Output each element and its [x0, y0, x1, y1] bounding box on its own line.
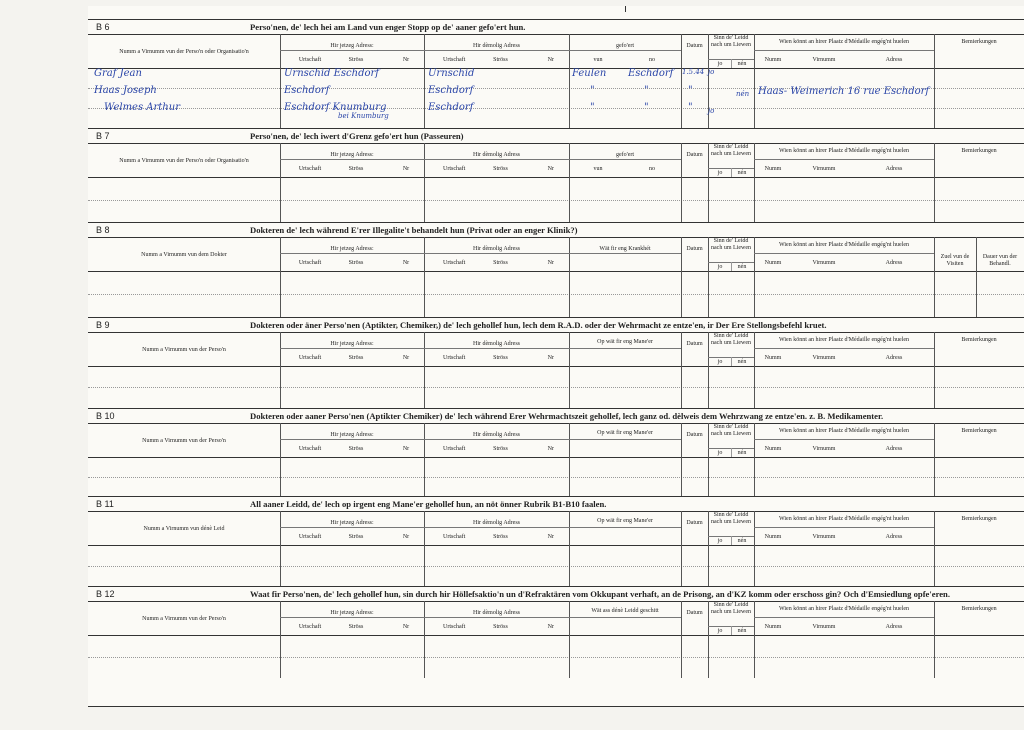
subheader-line [754, 439, 934, 440]
column-divider [681, 511, 682, 545]
section-title: Dokteren de' lech während E'rer Illegalite't behandelt hun (Privat oder an enger Klinik?) [250, 225, 578, 235]
sub-street-label: Ströss [348, 446, 364, 452]
sub-place-label: Urtschaft [443, 166, 466, 172]
sub-street-label: Ströss [348, 166, 364, 172]
column-divider [681, 237, 682, 271]
sub-no-label: nén [737, 359, 747, 365]
date-label: Datum [686, 341, 703, 347]
column-divider [708, 457, 709, 496]
sub-nr-label: Nr [547, 57, 554, 63]
subheader-line [280, 159, 681, 160]
sub-no-label: nén [737, 450, 747, 456]
handwritten-entry: Eschdorf [428, 85, 474, 96]
column-divider [934, 366, 935, 408]
subheader-line [280, 439, 681, 440]
sub-name-label: Numm [764, 534, 782, 540]
subheader-line [754, 50, 934, 51]
column-divider [424, 177, 425, 222]
sub-street-label: Ströss [493, 446, 508, 452]
date-label: Datum [686, 432, 703, 438]
entry-row-line [88, 387, 1024, 388]
header-top-line [88, 34, 1024, 35]
sub-no-label: nén [737, 628, 747, 634]
header-top-line [88, 423, 1024, 424]
witness-label: Wien könnt an hirer Plaatz d'Médaille engég'nt huelen [778, 39, 910, 45]
sub-first-label: Virnumm [812, 166, 836, 172]
sub-addr-label: Adress [885, 57, 903, 63]
remarks-label: Bemierkungen [961, 428, 997, 434]
sub-nr-label: Nr [547, 355, 554, 361]
sub-yes-label: jo [717, 450, 723, 456]
column-divider [681, 332, 682, 366]
sub-no-label: nén [737, 61, 747, 67]
witness-label: Wien könnt an hirer Plaatz d'Médaille engég'nt huelen [778, 516, 910, 522]
column-divider [569, 635, 570, 678]
column-divider [280, 511, 281, 545]
column-divider [569, 545, 570, 586]
date-label: Datum [686, 246, 703, 252]
column-divider [934, 177, 935, 222]
header-bottom-line [88, 635, 1024, 636]
extra-column-label: Op wät fir eng Mane'er [597, 518, 653, 524]
header-bottom-line [88, 271, 1024, 272]
page-bottom-border [88, 706, 1024, 707]
column-divider [424, 635, 425, 678]
sub-nr-label: Nr [547, 260, 554, 266]
former-address-label: Hir dèmolig Adress [473, 152, 520, 158]
header-bottom-line [88, 68, 1024, 69]
section-id: B 10 [96, 411, 115, 421]
column-divider [280, 601, 281, 635]
column-divider [681, 545, 682, 586]
alive-label: Sinn de' Leidd nach um Liewen [711, 333, 751, 346]
sub-nr-label: Nr [402, 624, 410, 630]
name-column-label: Numm a Virnumm vun der Perso'n [142, 616, 226, 622]
sub-street-label: Ströss [493, 260, 508, 266]
sub-yes-label: jo [717, 61, 723, 67]
sub-addr-label: Adress [885, 624, 903, 630]
sub-nr-label: Nr [547, 534, 554, 540]
name-column-label: Numm a Virnumm vun dénè Leid [143, 526, 225, 532]
sub-first-label: Virnumm [812, 355, 836, 361]
column-divider [280, 366, 281, 408]
sub-place-label: Urtschaft [443, 260, 466, 266]
alive-label: Sinn de' Leidd nach um Liewen [711, 512, 751, 525]
witness-label: Wien könnt an hirer Plaatz d'Médaille engég'nt huelen [778, 242, 910, 248]
handwritten-entry: Urnschid Eschdorf [284, 68, 379, 79]
entry-row-line [88, 657, 1024, 658]
column-divider [708, 545, 709, 586]
sub-nr-label: Nr [402, 166, 410, 172]
visits-label: Zuel vun de Visiten [940, 254, 970, 267]
sub-nr-label: Nr [402, 355, 410, 361]
sub-place-label: Urtschaft [298, 260, 322, 266]
witness-label: Wien könnt an hirer Plaatz d'Médaille engég'nt huelen [778, 148, 910, 154]
header-bottom-line [88, 366, 1024, 367]
subheader-line [280, 527, 681, 528]
handwritten-entry: Eschdorf Knumburg [284, 102, 387, 113]
witness-label: Wien könnt an hirer Plaatz d'Médaille engég'nt huelen [778, 606, 910, 612]
header-top-line [88, 143, 1024, 144]
name-column-label: Numm a Virnumm vun der Perso'n [142, 347, 226, 353]
sub-no-label: nén [737, 264, 747, 270]
name-column-label: Numm a Virnumm vun der Perso'n oder Organisatio'n [119, 49, 249, 55]
handwritten-entry: nén [736, 90, 750, 98]
section-border [88, 586, 1024, 587]
handwritten-entry: " [590, 85, 595, 96]
section-border [88, 19, 1024, 20]
section-border [88, 222, 1024, 223]
column-divider [280, 332, 281, 366]
subheader-line [754, 253, 934, 254]
sub-place-label: Urtschaft [443, 534, 466, 540]
handwritten-entry: " [688, 102, 693, 113]
subheader-line [280, 348, 681, 349]
section-border [88, 496, 1024, 497]
extra-column-label: gefo'ert [615, 43, 635, 49]
column-divider [280, 635, 281, 678]
column-divider [681, 366, 682, 408]
sub-place-label: Urtschaft [443, 355, 466, 361]
sub-to-label: no [649, 166, 655, 172]
section-border [88, 317, 1024, 318]
name-column-label: Numm a Virnumm vun der Perso'n [142, 438, 226, 444]
sub-name-label: Numm [764, 57, 782, 63]
date-label: Datum [686, 43, 703, 49]
handwritten-entry: Eschdorf [428, 102, 474, 113]
header-top-line [88, 332, 1024, 333]
remarks-label: Bemierkungen [961, 516, 997, 522]
date-label: Datum [686, 610, 703, 616]
column-divider [754, 68, 755, 128]
sub-first-label: Virnumm [812, 624, 836, 630]
column-divider [754, 635, 755, 678]
subheader-line [754, 159, 934, 160]
sub-street-label: Ströss [348, 355, 364, 361]
column-divider [569, 68, 570, 128]
section-border [88, 408, 1024, 409]
fold-mark [625, 6, 626, 12]
column-divider [280, 237, 281, 271]
column-divider [280, 177, 281, 222]
sub-addr-label: Adress [885, 446, 903, 452]
witness-label: Wien könnt an hirer Plaatz d'Médaille engég'nt huelen [778, 337, 910, 343]
sub-first-label: Virnumm [812, 534, 836, 540]
remarks-label: Bemierkungen [961, 337, 997, 343]
handwritten-entry: Eschdorf [284, 85, 330, 96]
current-address-label: Hir jetzeg Adress: [330, 520, 374, 526]
column-divider [569, 271, 570, 317]
sub-nr-label: Nr [547, 446, 554, 452]
subheader-line [280, 253, 681, 254]
column-divider [569, 457, 570, 496]
column-divider [934, 271, 935, 317]
column-divider [681, 177, 682, 222]
sub-street-label: Ströss [348, 260, 364, 266]
handwritten-entry: bei Knumburg [338, 112, 389, 120]
column-divider [934, 457, 935, 496]
date-label: Datum [686, 152, 703, 158]
entry-row-line [88, 200, 1024, 201]
sub-name-label: Numm [764, 355, 782, 361]
sub-name-label: Numm [764, 166, 782, 172]
subheader-line [280, 50, 681, 51]
sub-nr-label: Nr [402, 534, 410, 540]
section-id: B 6 [96, 22, 110, 32]
duration-label: Dauer vun der Behandl. [982, 254, 1018, 267]
entry-row-line [88, 108, 1024, 109]
sub-street-label: Ströss [348, 624, 364, 630]
alive-label: Sinn de' Leidd nach um Liewen [711, 35, 751, 48]
sub-place-label: Urtschaft [298, 166, 322, 172]
sub-nr-label: Nr [402, 57, 410, 63]
name-column-label: Numm a Virnumm vun der Perso'n oder Organisatio'n [119, 158, 249, 164]
column-divider [280, 423, 281, 457]
current-address-label: Hir jetzeg Adress: [330, 152, 374, 158]
alive-label: Sinn de' Leidd nach um Liewen [711, 238, 751, 251]
remarks-label: Bemierkungen [961, 39, 997, 45]
column-divider [681, 423, 682, 457]
sub-yes-label: jo [717, 264, 723, 270]
date-label: Datum [686, 520, 703, 526]
former-address-label: Hir dèmolig Adress [473, 246, 520, 252]
subheader-line [754, 617, 934, 618]
sub-street-label: Ströss [348, 57, 364, 63]
column-divider [708, 177, 709, 222]
column-divider [280, 143, 281, 177]
column-divider [681, 271, 682, 317]
name-column-label: Numm a Virnumm vun dem Dokter [141, 252, 227, 258]
sub-from-label: vun [593, 57, 603, 63]
former-address-label: Hir dèmolig Adress [473, 610, 520, 616]
section-title: Perso'nen, de' lech hei am Land vun enger Stopp op de' aaner gefo'ert hun. [250, 22, 526, 32]
witness-label: Wien könnt an hirer Plaatz d'Médaille engég'nt huelen [778, 428, 910, 434]
alive-label: Sinn de' Leidd nach um Liewen [711, 424, 751, 437]
sub-nr-label: Nr [402, 446, 410, 452]
sub-from-label: vun [593, 166, 603, 172]
sub-place-label: Urtschaft [443, 624, 466, 630]
current-address-label: Hir jetzeg Adress: [330, 341, 374, 347]
column-divider [708, 366, 709, 408]
sub-addr-label: Adress [885, 534, 903, 540]
sub-place-label: Urtschaft [298, 355, 322, 361]
sub-place-label: Urtschaft [443, 57, 466, 63]
alive-label: Sinn de' Leidd nach um Liewen [711, 602, 751, 615]
sub-yes-label: jo [717, 538, 723, 544]
column-divider [754, 457, 755, 496]
header-bottom-line [88, 457, 1024, 458]
sub-place-label: Urtschaft [298, 446, 322, 452]
sub-first-label: Virnumm [812, 260, 836, 266]
section-id: B 7 [96, 131, 110, 141]
sub-no-label: nén [737, 170, 747, 176]
column-divider [569, 177, 570, 222]
handwritten-entry: Haas Joseph [94, 85, 157, 96]
handwritten-entry: Graf Jean [94, 68, 142, 79]
section-id: B 11 [96, 499, 114, 509]
extra-column-label: Op wät fir eng Mane'er [597, 430, 653, 436]
sub-nr-label: Nr [547, 624, 554, 630]
former-address-label: Hir dèmolig Adress [473, 520, 520, 526]
sub-addr-label: Adress [885, 166, 903, 172]
section-title: Dokteren oder äner Perso'nen (Aptikter, Chemiker,) de' lech gehollef hun, lech dem R.A.D. oder der Wehrmacht ze entze'en, ir Der Ere Stellongsbefehl kruet. [250, 320, 827, 330]
entry-row-line [88, 294, 1024, 295]
section-title: Waat fir Perso'nen, de' lech gehollef hun, sin durch hir Höllefsaktio'n un d'Refraktären vom Okkupant verhaft, an de Prisong, an d'KZ komm oder erschoss gin? Och d'Emsiedlung opfe'eren. [250, 589, 950, 599]
handwritten-entry: " [688, 85, 693, 96]
column-divider [681, 143, 682, 177]
former-address-label: Hir dèmolig Adress [473, 432, 520, 438]
column-divider [681, 601, 682, 635]
column-divider [569, 366, 570, 408]
remarks-label: Bemierkungen [961, 606, 997, 612]
handwritten-entry: " [644, 102, 649, 113]
extra-column-label: Op wät fir eng Mane'er [597, 339, 653, 345]
sub-street-label: Ströss [493, 534, 508, 540]
sub-place-label: Urtschaft [298, 534, 322, 540]
section-border [88, 128, 1024, 129]
handwritten-entry: Urnschid [428, 68, 475, 79]
current-address-label: Hir jetzeg Adress: [330, 610, 374, 616]
sub-addr-label: Adress [885, 260, 903, 266]
column-divider [934, 635, 935, 678]
sub-place-label: Urtschaft [298, 57, 322, 63]
column-divider [976, 271, 977, 317]
column-divider [681, 34, 682, 68]
sub-place-label: Urtschaft [298, 624, 322, 630]
header-top-line [88, 237, 1024, 238]
handwritten-entry: Haas- Weimerich 16 rue Eschdorf [758, 86, 930, 97]
column-divider [681, 635, 682, 678]
column-divider [934, 545, 935, 586]
column-divider [754, 177, 755, 222]
sub-no-label: nén [737, 538, 747, 544]
column-divider [934, 68, 935, 128]
column-divider [424, 545, 425, 586]
section-id: B 12 [96, 589, 115, 599]
column-divider [424, 271, 425, 317]
sub-street-label: Ströss [493, 57, 508, 63]
extra-column-label: Wät ass dénè Leidd geschitt [591, 608, 659, 614]
sub-nr-label: Nr [402, 260, 410, 266]
subheader-line [754, 527, 934, 528]
entry-row-line [88, 477, 1024, 478]
column-divider [754, 366, 755, 408]
section-title: Dokteren oder aaner Perso'nen (Aptikter Chemiker) de' lech während Erer Wehrmachtszeit gehollef, lech ganz od. dèlweis dem Wehrzwang ze entze'en. z. B. Medikamenter. [250, 411, 884, 421]
header-top-line [88, 601, 1024, 602]
column-divider [424, 366, 425, 408]
sub-first-label: Virnumm [812, 446, 836, 452]
column-divider [681, 457, 682, 496]
alive-label: Sinn de' Leidd nach um Liewen [711, 144, 751, 157]
extra-column-label: gefo'ert [615, 152, 635, 158]
handwritten-entry: Eschdorf [628, 68, 674, 79]
column-divider [681, 68, 682, 128]
current-address-label: Hir jetzeg Adress: [330, 432, 374, 438]
handwritten-entry: Welmes Arthur [104, 102, 180, 113]
sub-street-label: Ströss [493, 624, 508, 630]
former-address-label: Hir dèmolig Adress [473, 341, 520, 347]
column-divider [280, 68, 281, 128]
handwritten-entry: 1.5.44 [682, 68, 705, 76]
entry-row-line [88, 566, 1024, 567]
sub-street-label: Ströss [493, 166, 508, 172]
handwritten-entry: " [644, 85, 649, 96]
column-divider [708, 635, 709, 678]
sub-first-label: Virnumm [812, 57, 836, 63]
current-address-label: Hir jetzeg Adress: [330, 43, 374, 49]
column-divider [708, 271, 709, 317]
extra-column-label: Wät fir eng Krankhét [599, 246, 651, 252]
section-title: All aaner Leidd, de' lech op irgent eng Mane'er gehollef hun, an nöt önner Rubrik B1-B10 faalen. [250, 499, 607, 509]
column-divider [424, 457, 425, 496]
handwritten-entry: jo [708, 68, 715, 76]
section-id: B 8 [96, 225, 110, 235]
section-title: Perso'nen, de' lech iwert d'Grenz gefo'ert hun (Passeuren) [250, 131, 464, 141]
subheader-line [280, 617, 681, 618]
sub-street-label: Ströss [493, 355, 508, 361]
header-bottom-line [88, 177, 1024, 178]
header-bottom-line [88, 545, 1024, 546]
section-id: B 9 [96, 320, 110, 330]
column-divider [424, 68, 425, 128]
sub-nr-label: Nr [547, 166, 554, 172]
sub-place-label: Urtschaft [443, 446, 466, 452]
column-divider [754, 545, 755, 586]
header-top-line [88, 511, 1024, 512]
column-divider [708, 68, 709, 128]
sub-street-label: Ströss [348, 534, 364, 540]
former-address-label: Hir dèmolig Adress [473, 43, 520, 49]
handwritten-entry: jo [708, 107, 715, 115]
remarks-label: Bemierkungen [961, 148, 997, 154]
form-page [88, 6, 1024, 706]
sub-name-label: Numm [764, 446, 782, 452]
current-address-label: Hir jetzeg Adress: [330, 246, 374, 252]
sub-name-label: Numm [764, 260, 782, 266]
sub-yes-label: jo [717, 628, 723, 634]
column-divider [280, 271, 281, 317]
sub-yes-label: jo [717, 359, 723, 365]
handwritten-entry: Feulen [572, 68, 607, 79]
sub-name-label: Numm [764, 624, 782, 630]
column-divider [280, 34, 281, 68]
column-divider [754, 271, 755, 317]
sub-to-label: no [649, 57, 655, 63]
sub-addr-label: Adress [885, 355, 903, 361]
sub-yes-label: jo [717, 170, 723, 176]
subheader-line [754, 348, 934, 349]
column-divider [280, 545, 281, 586]
handwritten-entry: " [590, 102, 595, 113]
column-divider [280, 457, 281, 496]
